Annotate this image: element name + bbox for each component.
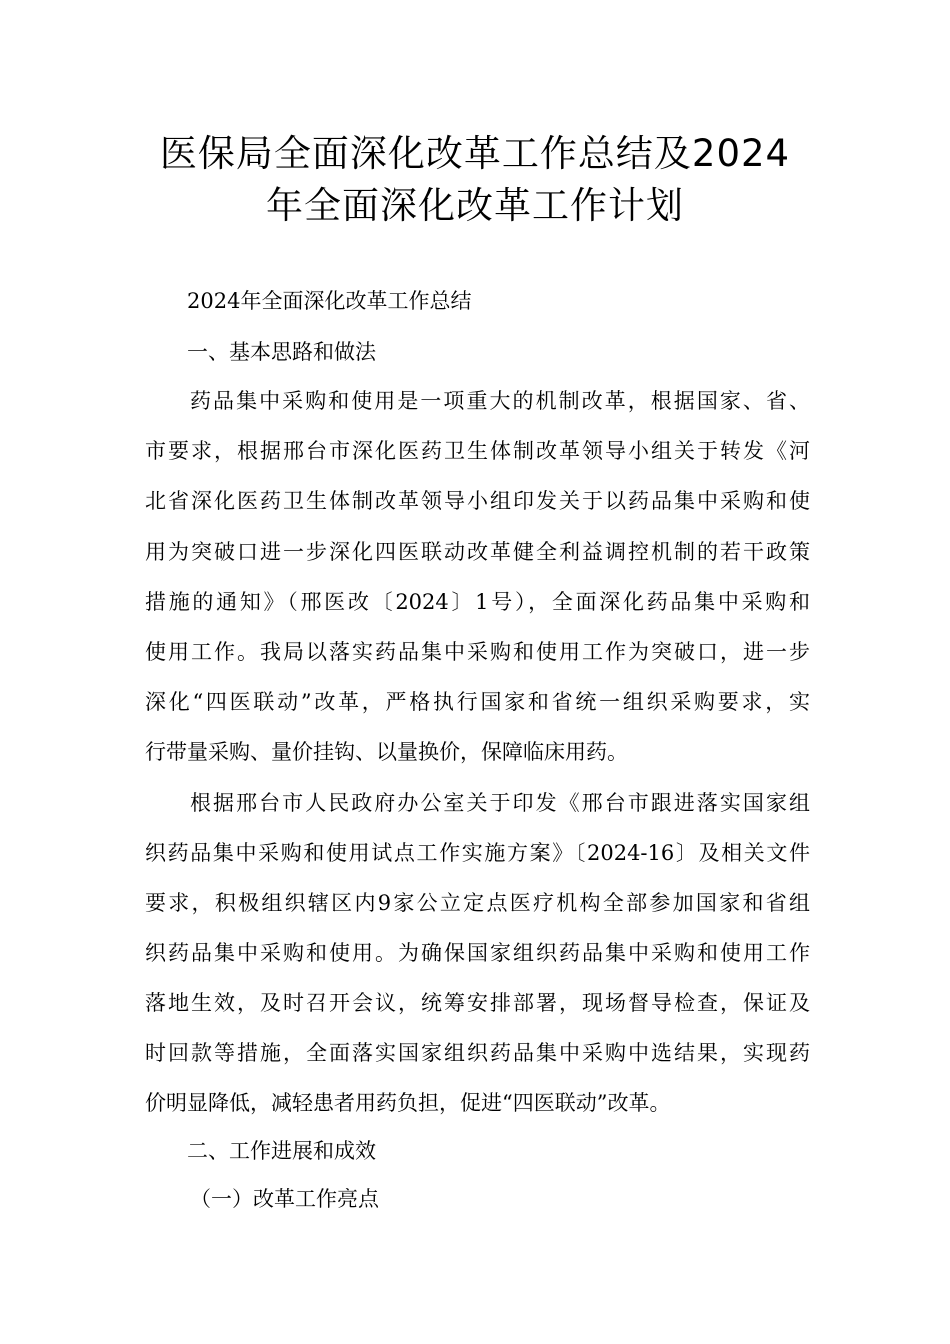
paragraph-line: 织药品集中采购和使用试点工作实施方案》〔2024-16〕及相关文件 bbox=[145, 841, 810, 865]
paragraph-line: 药品集中采购和使用是一项重大的机制改革，根据国家、省、 bbox=[190, 389, 810, 413]
paragraph-line: 时回款等措施，全面落实国家组织药品集中采购中选结果，实现药 bbox=[145, 1041, 810, 1065]
document-subtitle: 2024年全面深化改革工作总结 bbox=[187, 289, 472, 313]
paragraph-line: 要求，积极组织辖区内9家公立定点医疗机构全部参加国家和省组 bbox=[145, 891, 810, 915]
paragraph-line: 使用工作。我局以落实药品集中采购和使用工作为突破口，进一步 bbox=[145, 640, 810, 664]
paragraph-line: 落地生效，及时召开会议，统筹安排部署，现场督导检查，保证及 bbox=[145, 991, 810, 1015]
paragraph-line: 深化“四医联动”改革，严格执行国家和省统一组织采购要求，实 bbox=[145, 690, 810, 714]
section-2-subheading: （一）改革工作亮点 bbox=[190, 1187, 379, 1211]
section-2-heading: 二、工作进展和成效 bbox=[187, 1139, 376, 1163]
document-title-line-1: 医保局全面深化改革工作总结及2024 bbox=[159, 132, 791, 175]
paragraph-line: 织药品集中采购和使用。为确保国家组织药品集中采购和使用工作 bbox=[145, 941, 810, 965]
section-1-heading: 一、基本思路和做法 bbox=[187, 340, 376, 364]
paragraph-line: 北省深化医药卫生体制改革领导小组印发关于以药品集中采购和使 bbox=[145, 489, 810, 513]
paragraph-line: 措施的通知》（邢医改〔2024〕1号），全面深化药品集中采购和 bbox=[145, 590, 810, 614]
paragraph-line: 根据邢台市人民政府办公室关于印发《邢台市跟进落实国家组 bbox=[190, 791, 810, 815]
paragraph-line: 用为突破口进一步深化四医联动改革健全利益调控机制的若干政策 bbox=[145, 540, 810, 564]
paragraph-line: 行带量采购、量价挂钩、以量换价，保障临床用药。 bbox=[145, 740, 628, 764]
paragraph-line: 市要求，根据邢台市深化医药卫生体制改革领导小组关于转发《河 bbox=[145, 439, 810, 463]
document-title-line-2: 年全面深化改革工作计划 bbox=[266, 184, 684, 227]
paragraph-line: 价明显降低，减轻患者用药负担，促进“四医联动”改革。 bbox=[145, 1091, 671, 1115]
